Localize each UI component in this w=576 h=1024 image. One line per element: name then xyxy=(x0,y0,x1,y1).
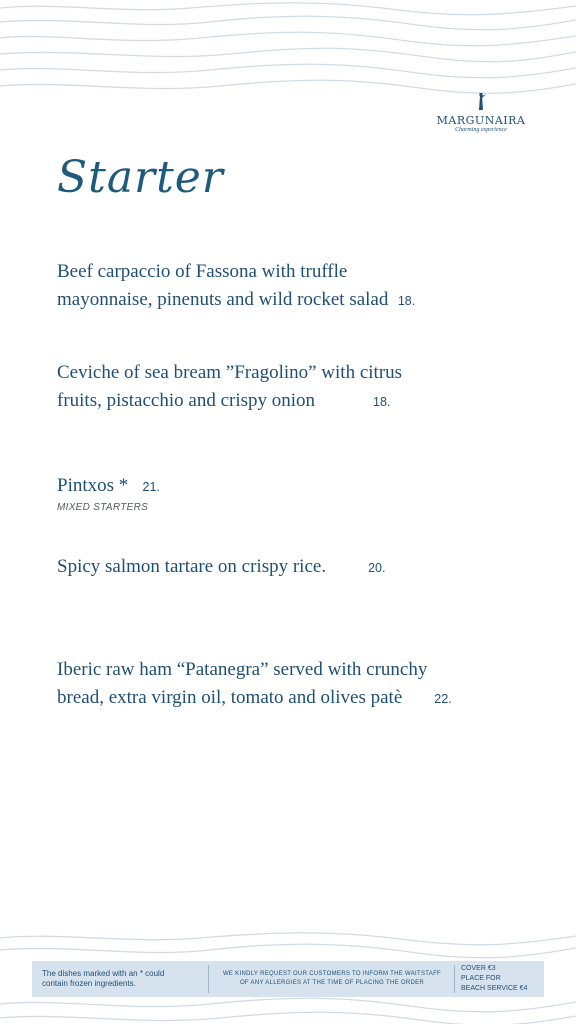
brand-name: MARGUNAIRA xyxy=(436,114,526,127)
cover-charge: COVER €3 xyxy=(461,965,496,972)
footer-divider xyxy=(454,965,455,993)
dish-name-line: Beef carpaccio of Fassona with truffle xyxy=(57,261,348,282)
dish-name-line: Spicy salmon tartare on crispy rice. 20. xyxy=(57,553,527,582)
menu-item xyxy=(57,359,527,416)
lighthouse-icon xyxy=(474,92,488,112)
menu-item xyxy=(57,258,527,315)
dish-subtitle: MIXED STARTERS xyxy=(57,502,149,513)
dish-price: 22. xyxy=(434,692,452,706)
allergy-notice: WE KINDLY REQUEST OUR CUSTOMERS TO INFORM THE WAITSTAFF OF ANY ALLERGIES AT THE TIME OF PLACING THE ORDER xyxy=(222,971,442,986)
footer-divider xyxy=(208,965,209,993)
dish-name-line: Iberic raw ham “Patanegra” served with crunchy xyxy=(57,659,428,680)
place-for-label: PLACE FOR xyxy=(461,975,501,982)
beach-service-charge: BEACH SERVICE €4 xyxy=(461,985,528,992)
dish-name-line: bread, extra virgin oil, tomato and olives patè 22. xyxy=(57,684,527,713)
dish-name-line: Pintxos * 21. xyxy=(57,472,527,501)
menu-item xyxy=(57,656,527,713)
menu-item xyxy=(57,553,527,582)
section-title: Starter xyxy=(57,152,224,203)
brand-tagline: Charming experience xyxy=(455,127,507,133)
brand-logo xyxy=(436,92,526,136)
service-charges xyxy=(461,964,541,994)
dish-price: 18. xyxy=(373,395,391,409)
dish-name-line: fruits, pistacchio and crispy onion 18. xyxy=(57,387,527,416)
dish-name-line: Ceviche of sea bream ”Fragolino” with citrus xyxy=(57,362,403,383)
menu-item xyxy=(57,472,527,513)
dish-price: 20. xyxy=(368,561,386,575)
dish-price: 21. xyxy=(142,480,160,494)
dish-price: 18. xyxy=(397,294,416,308)
top-wave-decoration xyxy=(0,0,576,95)
dish-name-line: mayonnaise, pinenuts and wild rocket salad 18. xyxy=(57,286,527,315)
footer-info-bar xyxy=(32,961,544,997)
frozen-ingredients-note: The dishes marked with an * could contain frozen ingredients. xyxy=(42,969,165,988)
